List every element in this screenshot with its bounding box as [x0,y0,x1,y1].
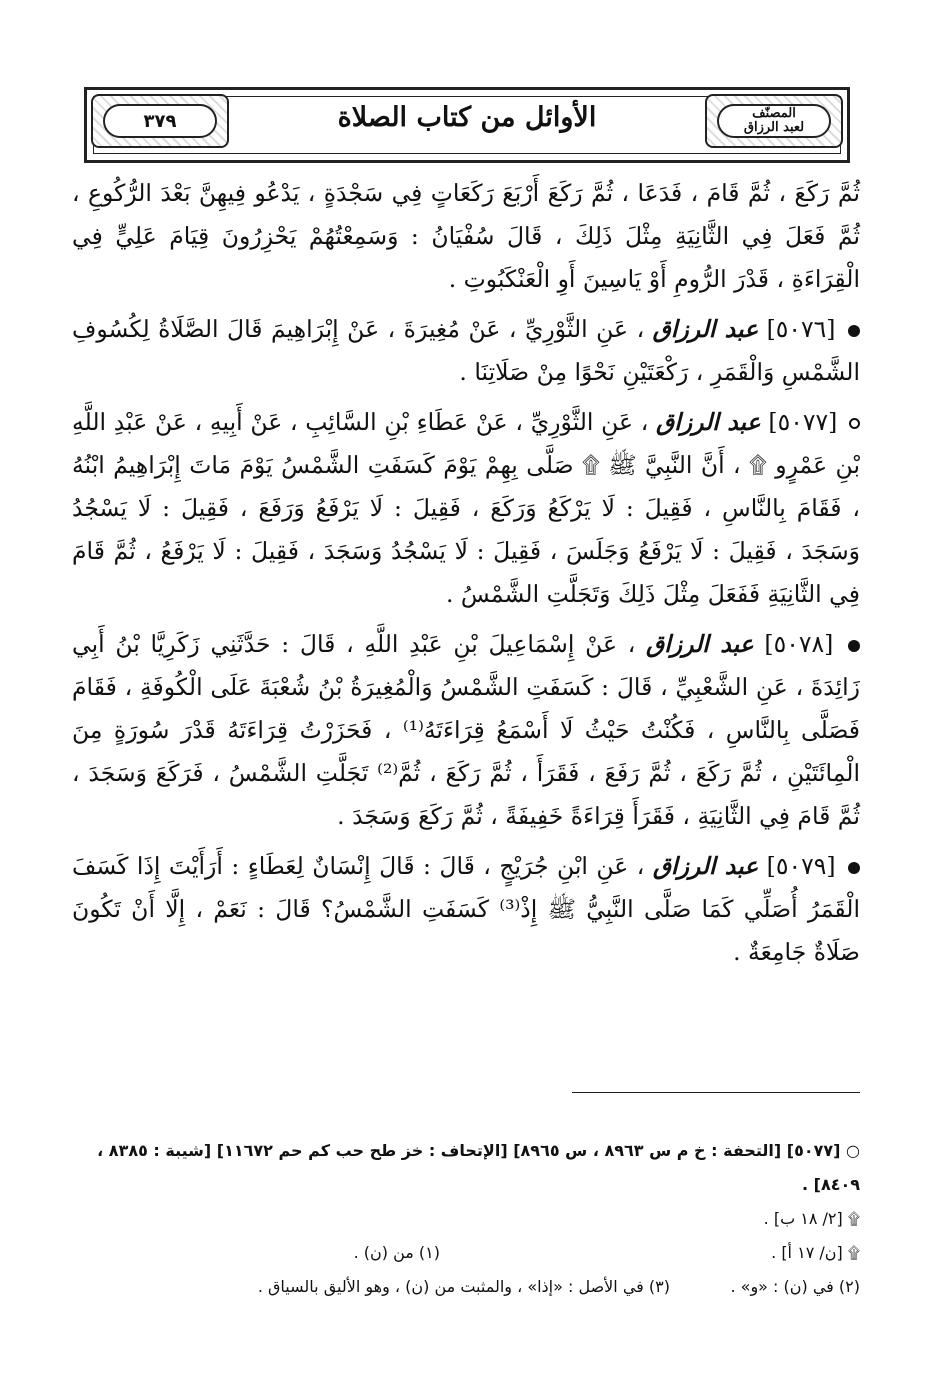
hadith-text: ثُمَّ رَكَعَ ، ثُمَّ قَامَ ، فَدَعَا ، ثُمَّ رَكَعَ أَرْبَعَ رَكَعَاتٍ فِي سَجْدَةٍ ، يَدْعُو فِيهِنَّ بَعْدَ الرُّكُوعِ ، ثُمَّ فَعَلَ فِي الثَّانِيَةِ مِثْلَ ذَلِكَ ، قَالَ سُفْيَانُ : وَسَمِعْتُهُمْ يَحْزِرُونَ قِيَامَ عَلِيٍّ فِي الْقِرَاءَةِ ، قَدْرَ الرُّومِ أَوْ يَاسِينَ أَوِ الْعَنْكَبُوتِ . [72,179,860,293]
hadith-paragraph [72,172,860,301]
hadith-text: ، عَنِ ابْنِ جُرَيْجٍ ، قَالَ : قَالَ إِنْسَانٌ لِعَطَاءٍ : أَرَأَيْتَ إِذَا كَسَفَ الْقَمَرُ أُصَلِّي كَمَا صَلَّى النَّبِيُّ ﷺ إِذْ⁽³⁾ كَسَفَتِ الشَّمْسُ؟ قَالَ : نَعَمْ ، إِلَّا أَنْ تَكُونَ صَلَاةٌ جَامِعَةٌ . [72,852,860,966]
solid-bullet-icon [848,640,860,652]
hadith-number: [٥٠٧٧] [768,408,838,436]
footnote-item: (٣) في الأصل : «إذا» ، والمثبت من (ن) ، وهو الأليق بالسياق . [257,1277,670,1296]
footnotes [72,1134,860,1304]
hadith-paragraph [72,401,860,616]
narrator-name: عبد الرزاق [646,630,754,658]
footnote-page-ref: ۩ [٢/ ١٨ ب] . [763,1209,860,1228]
footnote-row [72,1270,860,1304]
hadith-number: [٥٠٧٩] [766,852,836,880]
narrator-name: عبد الرزاق [652,852,759,880]
hadith-text: ، عَنِ الثَّوْرِيِّ ، عَنْ مُغِيرَةَ ، عَنْ إِبْرَاهِيمَ قَالَ الصَّلَاةُ لِكُسُوفِ الشَّمْسِ وَالْقَمَرِ ، رَكْعَتَيْنِ نَحْوًا مِنْ صَلَاتِنَا . [72,315,860,386]
solid-bullet-icon [848,862,860,874]
footnote-row [72,1236,860,1270]
narrator-name: عبد الرزاق [652,315,759,343]
hollow-bullet-icon [849,418,860,429]
hadith-paragraph [72,308,860,394]
book-logo-text [717,104,831,138]
hadith-paragraph [72,623,860,838]
running-title: الأوائل من كتاب الصلاة [337,102,597,133]
footnote-source-note: ○ [٥٠٧٧] [التحفة : خ م س ٨٩٦٣ ، س ٨٩٦٥] [الإتحاف : خز طح حب كم حم ١١٦٧٢] [شيبة : ٨٣٨٥ ، ٨٤٠٩] . [97,1141,860,1194]
hadith-paragraph [72,845,860,974]
page-number: ٣٧٩ [103,104,217,138]
narrator-name: عبد الرزاق [656,408,761,436]
page-header [84,87,850,163]
book-logo-line1: المصنّف [752,105,796,121]
book-logo [705,94,843,148]
footnote-page-ref: ۩ [ن/ ١٧ أ] . [771,1243,860,1262]
hadith-text: ، عَنِ الثَّوْرِيِّ ، عَنْ عَطَاءِ بْنِ السَّائِبِ ، عَنْ أَبِيهِ ، عَنْ عَبْدِ اللَّهِ بْنِ عَمْرٍو ۩ ، أَنَّ النَّبِيَّ ﷺ ۩ صَلَّى بِهِمْ يَوْمَ كَسَفَتِ الشَّمْسُ يَوْمَ مَاتَ إِبْرَاهِيمُ ابْنُهُ ، فَقَامَ بِالنَّاسِ ، فَقِيلَ : لَا يَرْكَعُ وَرَكَعَ ، فَقِيلَ : لَا يَرْفَعُ وَرَفَعَ ، فَقِيلَ : لَا يَسْجُدُ وَسَجَدَ ، فَقِيلَ : لَا يَرْفَعُ وَجَلَسَ ، فَقِيلَ : لَا يَسْجُدُ وَسَجَدَ ، فَقِيلَ : لَا يَرْفَعُ ، ثُمَّ قَامَ فِي الثَّانِيَةِ فَفَعَلَ مِثْلَ ذَلِكَ وَتَجَلَّتِ الشَّمْسُ . [72,408,860,608]
main-text [72,172,860,974]
page-number-box [91,94,229,148]
book-logo-line2: لعبد الرزاق [743,120,805,135]
hadith-number: [٥٠٧٦] [766,315,836,343]
hadith-number: [٥٠٧٨] [764,630,834,658]
footnote-separator [572,1092,860,1093]
hadith-text: ، عَنْ إِسْمَاعِيلَ بْنِ عَبْدِ اللَّهِ ، قَالَ : حَدَّثَنِي زَكَرِيَّا بْنُ أَبِي زَائِدَةَ ، عَنِ الشَّعْبِيِّ ، قَالَ : كَسَفَتِ الشَّمْسُ وَالْمُغِيرَةُ بْنُ شُعْبَةَ عَلَى الْكُوفَةِ ، فَقَامَ فَصَلَّى بِالنَّاسِ ، فَكُنْتُ حَيْثُ لَا أَسْمَعُ قِرَاءَتَهُ⁽¹⁾ ، فَحَزَرْتُ قِرَاءَتَهُ قَدْرَ سُورَةٍ مِنَ الْمِائَتَيْنِ ، ثُمَّ رَكَعَ ، ثُمَّ رَفَعَ ، فَقَرَأَ ، ثُمَّ رَكَعَ ، ثُمَّ⁽²⁾ تَجَلَّتِ الشَّمْسُ ، فَرَكَعَ وَسَجَدَ ، ثُمَّ قَامَ فِي الثَّانِيَةِ ، فَقَرَأَ قِرَاءَةً خَفِيفَةً ، ثُمَّ رَكَعَ وَسَجَدَ . [72,630,860,830]
footnote-item: (١) من (ن) . [353,1243,440,1262]
solid-bullet-icon [848,325,860,337]
footnote-item: (٢) في (ن) : «و» . [730,1277,860,1296]
